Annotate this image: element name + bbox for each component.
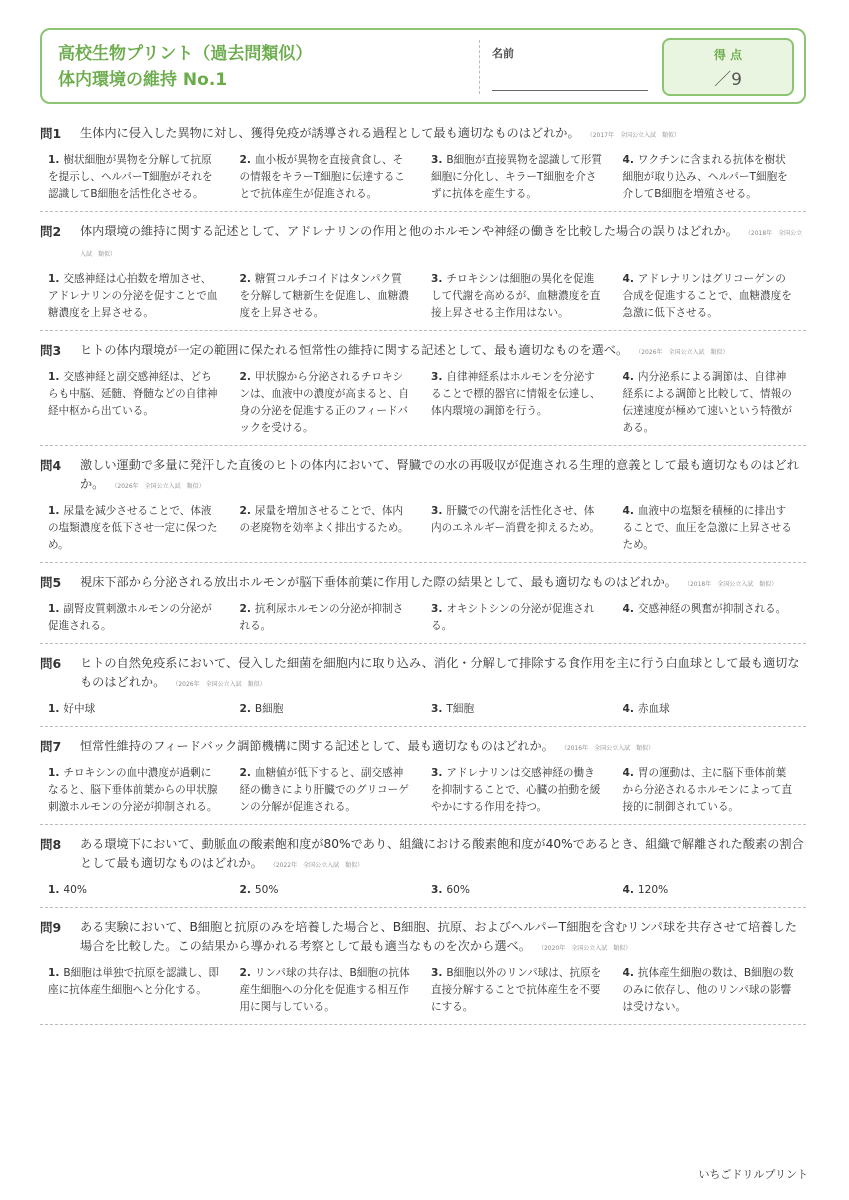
question-source: （2026年 全国公立入試 類似） xyxy=(175,681,266,688)
answer-option[interactable] xyxy=(423,701,615,718)
question-number: 問3 xyxy=(40,343,62,358)
answer-option[interactable] xyxy=(40,965,232,1016)
option-number: 3. xyxy=(431,967,443,979)
answer-option[interactable] xyxy=(423,765,615,816)
option-number: 2. xyxy=(239,154,251,166)
title-line-1: 高校生物プリント（過去問類似） xyxy=(58,44,313,64)
option-text: 血小板が異物を直接貪食し、その情報をキラーT細胞に伝達することで抗体産生が促進される。 xyxy=(239,154,405,200)
answer-option[interactable] xyxy=(232,271,424,322)
option-number: 4. xyxy=(622,371,634,383)
option-text: ワクチンに含まれる抗体を樹状細胞が取り込み、ヘルパーT細胞を介してB細胞を増殖させる。 xyxy=(622,154,788,200)
option-number: 1. xyxy=(48,154,60,166)
answer-option[interactable] xyxy=(423,503,615,554)
answer-option[interactable] xyxy=(615,271,807,322)
question-source: （2018年 全国公立入試 類似） xyxy=(80,230,803,258)
question-text: 生体内に侵入した異物に対し、獲得免疫が誘導される過程として最も適切なものはどれか。 xyxy=(80,126,580,140)
question-stem xyxy=(40,918,806,958)
answer-option[interactable] xyxy=(232,503,424,554)
score-box xyxy=(662,38,794,96)
answer-option[interactable] xyxy=(232,882,424,899)
header-divider xyxy=(479,40,480,94)
answer-option[interactable] xyxy=(615,765,807,816)
answer-option[interactable] xyxy=(232,765,424,816)
worksheet-header xyxy=(40,28,806,104)
question-stem xyxy=(40,737,806,758)
question-block xyxy=(40,456,806,563)
question-block xyxy=(40,124,806,212)
option-number: 4. xyxy=(622,884,634,896)
answer-options xyxy=(40,271,806,322)
option-text: B細胞 xyxy=(254,703,284,715)
option-text: チロキシンは細胞の異化を促進して代謝を高めるが、血糖濃度を直接上昇させる主作用はない。 xyxy=(431,273,601,319)
question-list xyxy=(40,124,806,1035)
option-text: 交感神経の興奮が抑制される。 xyxy=(637,603,787,615)
answer-option[interactable] xyxy=(232,601,424,635)
answer-option[interactable] xyxy=(615,601,807,635)
question-text: ある環境下において、動脈血の酸素飽和度が80%であり、組織における酸素飽和度が40%であるとき、組織で解離された酸素の割合として最も適切なものはどれか。 xyxy=(80,837,804,870)
answer-option[interactable] xyxy=(40,503,232,554)
question-number: 問5 xyxy=(40,575,62,590)
question-stem xyxy=(40,573,806,594)
answer-options xyxy=(40,965,806,1016)
option-text: 抗体産生細胞の数は、B細胞の数のみに依存し、他のリンパ球の影響は受けない。 xyxy=(622,967,794,1013)
option-number: 4. xyxy=(622,967,634,979)
question-number: 問6 xyxy=(40,656,62,671)
option-text: アドレナリンはグリコーゲンの合成を促進することで、血糖濃度を急激に低下させる。 xyxy=(622,273,792,319)
option-number: 1. xyxy=(48,371,60,383)
question-block xyxy=(40,835,806,908)
question-stem xyxy=(40,124,806,145)
option-text: 120% xyxy=(637,884,669,896)
question-number: 問4 xyxy=(40,458,62,473)
question-source: （2026年 全国公立入試 類似） xyxy=(114,483,205,490)
option-number: 3. xyxy=(431,371,443,383)
answer-option[interactable] xyxy=(423,601,615,635)
answer-option[interactable] xyxy=(615,965,807,1016)
option-number: 1. xyxy=(48,703,60,715)
question-source: （2017年 全国公立入試 類似） xyxy=(589,132,680,139)
question-text: 体内環境の維持に関する記述として、アドレナリンの作用と他のホルモンや神経の働きを比較した場合の誤りはどれか。 xyxy=(80,224,738,238)
option-number: 3. xyxy=(431,154,443,166)
option-text: リンパ球の共存は、B細胞の抗体産生細胞への分化を促進する相互作用に関与している。 xyxy=(239,967,410,1013)
title-line-2: 体内環境の維持 No.1 xyxy=(58,70,228,90)
option-number: 2. xyxy=(239,273,251,285)
option-text: 抗利尿ホルモンの分泌が抑制される。 xyxy=(239,603,404,632)
option-text: 50% xyxy=(254,884,279,896)
question-text: ある実験において、B細胞と抗原のみを培養した場合と、B細胞、抗原、およびヘルパーT細胞を含むリンパ球を共存させて培養した場合を比較した。この結果から導かれる考察として最も適当なものを次から選べ。 xyxy=(80,920,797,953)
answer-option[interactable] xyxy=(40,152,232,203)
question-block xyxy=(40,573,806,644)
answer-option[interactable] xyxy=(615,503,807,554)
answer-option[interactable] xyxy=(423,882,615,899)
answer-option[interactable] xyxy=(615,369,807,437)
option-text: オキシトシンの分泌が促進される。 xyxy=(431,603,595,632)
answer-options xyxy=(40,152,806,203)
question-block xyxy=(40,222,806,331)
option-text: チロキシンの血中濃度が過剰になると、脳下垂体前葉からの甲状腺刺激ホルモンの分泌が抑制される。 xyxy=(48,767,218,813)
answer-option[interactable] xyxy=(40,271,232,322)
question-stem xyxy=(40,456,806,496)
score-label: 得 点 xyxy=(713,48,743,62)
option-number: 2. xyxy=(239,967,251,979)
answer-option[interactable] xyxy=(423,965,615,1016)
option-number: 3. xyxy=(431,273,443,285)
option-number: 4. xyxy=(622,703,634,715)
option-text: B細胞は単独で抗原を認識し、即座に抗体産生細胞へと分化する。 xyxy=(48,967,219,996)
option-text: 自律神経系はホルモンを分泌することで標的器官に情報を伝達し、体内環境の調節を行う。 xyxy=(431,371,601,417)
option-number: 3. xyxy=(431,603,443,615)
answer-option[interactable] xyxy=(423,369,615,437)
question-stem xyxy=(40,654,806,694)
option-text: アドレナリンは交感神経の働きを抑制することで、心臓の拍動を緩やかにする作用を持つ。 xyxy=(431,767,601,813)
option-text: 血糖値が低下すると、副交感神経の働きにより肝臓でのグリコーゲンの分解が促進される。 xyxy=(239,767,409,813)
question-source: （2020年 全国公立入試 類似） xyxy=(540,945,632,952)
answer-option[interactable] xyxy=(40,369,232,437)
option-number: 1. xyxy=(48,967,60,979)
answer-options xyxy=(40,503,806,554)
option-text: 交感神経は心拍数を増加させ、アドレナリンの分泌を促すことで血糖濃度を上昇させる。 xyxy=(48,273,218,319)
question-source: （2016年 全国公立入試 類似） xyxy=(563,745,655,752)
option-text: 40% xyxy=(63,884,87,896)
option-number: 3. xyxy=(431,884,443,896)
answer-option[interactable] xyxy=(232,965,424,1016)
answer-options xyxy=(40,369,806,437)
answer-option[interactable] xyxy=(232,701,424,718)
answer-options xyxy=(40,765,806,816)
question-stem xyxy=(40,341,806,362)
question-stem xyxy=(40,835,806,875)
answer-option[interactable] xyxy=(615,882,807,899)
answer-option[interactable] xyxy=(423,152,615,203)
name-field[interactable] xyxy=(492,90,648,91)
option-text: B細胞が直接異物を認識して形質細胞に分化し、キラーT細胞を介さずに抗体を産生する。 xyxy=(431,154,602,200)
answer-option[interactable] xyxy=(232,152,424,203)
answer-option[interactable] xyxy=(40,765,232,816)
option-text: 好中球 xyxy=(63,703,96,715)
option-text: 血液中の塩類を積極的に排出することで、血圧を急激に上昇させるため。 xyxy=(622,505,792,551)
option-text: 60% xyxy=(446,884,470,896)
option-number: 2. xyxy=(239,603,251,615)
option-number: 1. xyxy=(48,273,60,285)
option-number: 3. xyxy=(431,767,443,779)
question-number: 問2 xyxy=(40,224,62,239)
option-text: 肝臓での代謝を活性化させ、体内のエネルギー消費を抑えるため。 xyxy=(431,505,601,534)
option-number: 3. xyxy=(431,703,443,715)
option-number: 1. xyxy=(48,767,60,779)
option-number: 1. xyxy=(48,603,60,615)
option-number: 2. xyxy=(239,371,251,383)
question-source: （2018年 全国公立入試 類似） xyxy=(686,581,778,588)
question-block xyxy=(40,654,806,727)
answer-options xyxy=(40,601,806,635)
answer-option[interactable] xyxy=(40,882,232,899)
option-text: 交感神経と副交感神経は、どちらも中脳、延髄、脊髄などの自律神経中枢から出ている。 xyxy=(48,371,218,417)
question-text: 激しい運動で多量に発汗した直後のヒトの体内において、腎臓での水の再吸収が促進される生理的意義として最も適切なものはどれか。 xyxy=(80,458,799,491)
answer-option[interactable] xyxy=(40,701,232,718)
option-text: 胃の運動は、主に脳下垂体前葉から分泌されるホルモンによって直接的に制御されている。 xyxy=(622,767,792,813)
option-text: 尿量を減少させることで、体液の塩類濃度を低下させ一定に保つため。 xyxy=(48,505,218,551)
option-text: 糖質コルチコイドはタンパク質を分解して糖新生を促進し、血糖濃度を上昇させる。 xyxy=(239,273,409,319)
question-number: 問9 xyxy=(40,920,62,935)
option-text: 樹状細胞が異物を分解して抗原を提示し、ヘルパーT細胞がそれを認識してB細胞を活性化させる。 xyxy=(48,154,213,200)
option-number: 3. xyxy=(431,505,443,517)
question-text: 恒常性維持のフィードバック調節機構に関する記述として、最も適切なものはどれか。 xyxy=(80,739,554,753)
option-text: T細胞 xyxy=(446,703,475,715)
question-source: （2022年 全国公立入試 類似） xyxy=(272,862,364,869)
question-number: 問8 xyxy=(40,837,62,852)
worksheet-title xyxy=(58,41,312,93)
option-number: 4. xyxy=(622,273,634,285)
question-text: 視床下部から分泌される放出ホルモンが脳下垂体前葉に作用した際の結果として、最も適切なものはどれか。 xyxy=(80,575,677,589)
footer-brand: いちごドリルプリント xyxy=(698,1168,808,1181)
option-text: 内分泌系による調節は、自律神経系による調節と比較して、情報の伝達速度が極めて速いという特徴がある。 xyxy=(622,371,792,434)
question-block xyxy=(40,341,806,446)
option-number: 2. xyxy=(239,767,251,779)
question-stem xyxy=(40,222,806,264)
answer-options xyxy=(40,882,806,899)
answer-option[interactable] xyxy=(232,369,424,437)
option-text: 赤血球 xyxy=(637,703,670,715)
score-value: ／9 xyxy=(714,70,742,90)
option-number: 2. xyxy=(239,703,251,715)
question-source: （2026年 全国公立入試 類似） xyxy=(638,349,729,356)
option-text: B細胞以外のリンパ球は、抗原を直接分解することで抗体産生を不要にする。 xyxy=(431,967,602,1013)
option-number: 1. xyxy=(48,884,60,896)
option-number: 4. xyxy=(622,603,634,615)
answer-option[interactable] xyxy=(615,152,807,203)
question-block xyxy=(40,737,806,825)
option-number: 4. xyxy=(622,505,634,517)
answer-option[interactable] xyxy=(40,601,232,635)
name-label: 名前 xyxy=(492,47,514,60)
answer-option[interactable] xyxy=(615,701,807,718)
option-number: 4. xyxy=(622,767,634,779)
option-number: 1. xyxy=(48,505,60,517)
option-text: 甲状腺から分泌されるチロキシンは、血液中の濃度が高まると、自身の分泌を促進する正のフィードバックを受ける。 xyxy=(239,371,409,434)
question-block xyxy=(40,918,806,1025)
question-text: ヒトの自然免疫系において、侵入した細菌を細胞内に取り込み、消化・分解して排除する食作用を主に行う白血球として最も適切なものはどれか。 xyxy=(80,656,800,689)
option-number: 2. xyxy=(239,505,251,517)
question-text: ヒトの体内環境が一定の範囲に保たれる恒常性の維持に関する記述として、最も適切なものを選べ。 xyxy=(80,343,629,357)
answer-options xyxy=(40,701,806,718)
question-number: 問1 xyxy=(40,126,62,141)
option-number: 2. xyxy=(239,884,251,896)
option-text: 尿量を増加させることで、体内の老廃物を効率よく排出するため。 xyxy=(239,505,409,534)
answer-option[interactable] xyxy=(423,271,615,322)
question-number: 問7 xyxy=(40,739,62,754)
option-number: 4. xyxy=(622,154,634,166)
option-text: 副腎皮質刺激ホルモンの分泌が促進される。 xyxy=(48,603,212,632)
